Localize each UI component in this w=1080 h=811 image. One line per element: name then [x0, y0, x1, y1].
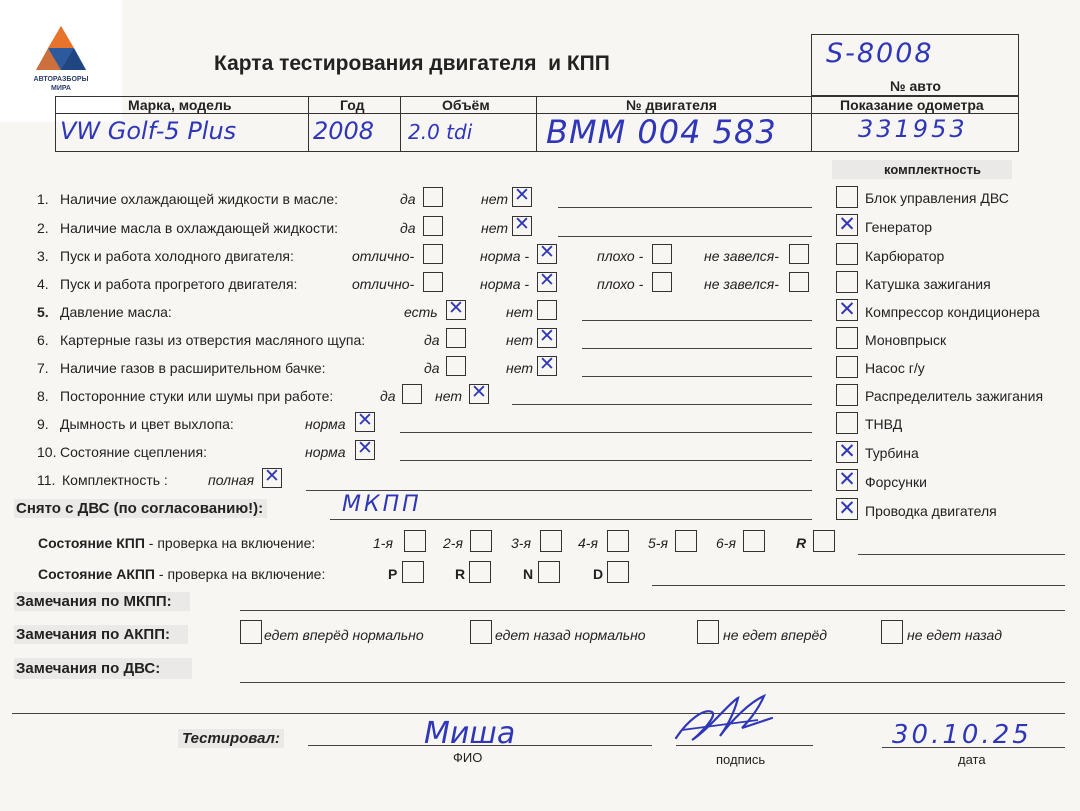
check-opt-nostart: не завелся- [704, 276, 779, 292]
check-opt-no: нет [481, 220, 508, 236]
akpp-remark-option: не едет вперёд [723, 627, 828, 643]
check-text: Давление масла: [60, 304, 172, 320]
completeness-checkbox[interactable] [836, 498, 858, 520]
completeness-checkbox[interactable] [836, 243, 858, 265]
write-line [400, 432, 812, 433]
checkbox-yes[interactable] [423, 216, 443, 236]
completeness-label: ТНВД [865, 416, 903, 432]
check-text: Комплектность : [62, 472, 168, 488]
check-num: 6. [37, 332, 49, 348]
checkbox-yes[interactable] [446, 356, 466, 376]
completeness-checkbox[interactable] [836, 299, 858, 321]
check-text: Дымность и цвет выхлопа: [60, 416, 234, 432]
check-opt-normal: норма - [480, 248, 530, 264]
completeness-label: Катушка зажигания [865, 276, 991, 292]
checkbox-nostart[interactable] [789, 272, 809, 292]
check-opt-yes: да [400, 220, 416, 236]
check-text: Состояние сцепления: [60, 444, 207, 460]
check-opt-nostart: не завелся- [704, 248, 779, 264]
check-opt-yes: да [424, 332, 440, 348]
check-opt-normal: норма [305, 416, 346, 432]
write-line [582, 376, 812, 377]
akpp-remark-option: не едет назад [907, 627, 1002, 643]
write-line [858, 554, 1065, 555]
write-line [558, 207, 812, 208]
kpp-label-rest: - проверка на включение: [144, 535, 316, 551]
akpp-label-rest: - проверка на включение: [155, 566, 326, 582]
completeness-label: Моновпрыск [865, 332, 947, 348]
check-opt-no: нет [481, 191, 508, 207]
check-opt-excellent: отлично- [352, 248, 415, 264]
akpp-mode-checkbox[interactable] [402, 561, 424, 583]
check-opt-normal: норма - [480, 276, 530, 292]
completeness-label: Компрессор кондиционера [865, 304, 1040, 320]
completeness-label: Проводка двигателя [865, 503, 997, 519]
check-opt-no: нет [506, 304, 533, 320]
check-text: Наличие масла в охлаждающей жидкости: [60, 220, 339, 236]
year-label: Год [340, 97, 365, 113]
akpp-mode-label: D [593, 566, 604, 582]
write-line [308, 745, 652, 746]
signature-mark [668, 690, 788, 750]
completeness-checkbox[interactable] [836, 214, 858, 236]
checkbox-no[interactable] [537, 300, 557, 320]
checkbox-bad[interactable] [652, 244, 672, 264]
completeness-checkbox[interactable] [836, 327, 858, 349]
write-line [240, 682, 1065, 683]
header-divider [55, 113, 1019, 114]
akpp-remark-checkbox[interactable] [881, 620, 903, 644]
check-opt-yes: да [380, 388, 396, 404]
checkbox-no[interactable] [512, 187, 532, 207]
akpp-mode-checkbox[interactable] [607, 561, 629, 583]
tested-by-label: Тестировал: [178, 729, 284, 748]
gear-checkbox[interactable] [607, 530, 629, 552]
gear-checkbox[interactable] [540, 530, 562, 552]
gear-label: 3-я [511, 535, 531, 551]
odometer-label: Показание одометра [840, 97, 984, 113]
check-num: 3. [37, 248, 49, 264]
gear-label: 4-я [578, 535, 598, 551]
akpp-mode-label: R [455, 566, 466, 582]
year-value: 2008 [313, 117, 375, 145]
completeness-label: Насос г/у [865, 360, 925, 376]
checkbox-no[interactable] [512, 216, 532, 236]
tester-name: Миша [424, 716, 516, 751]
gear-label: 6-я [716, 535, 736, 551]
write-line [582, 320, 812, 321]
write-line [330, 519, 812, 520]
checkbox-yes[interactable] [423, 187, 443, 207]
completeness-label: Турбина [865, 445, 919, 461]
write-line [676, 745, 813, 746]
check-opt-full: полная [208, 472, 255, 488]
write-line [306, 490, 812, 491]
completeness-checkbox[interactable] [836, 469, 858, 491]
checkbox-no[interactable] [537, 356, 557, 376]
col-divider [811, 96, 812, 152]
check-opt-bad: плохо - [597, 276, 644, 292]
date-label: дата [958, 752, 986, 767]
date-value: 30.10.25 [892, 720, 1032, 750]
check-text: Пуск и работа холодного двигателя: [60, 248, 294, 264]
check-num: 8. [37, 388, 49, 404]
gear-checkbox[interactable] [743, 530, 765, 552]
check-num: 2. [37, 220, 49, 236]
remarks-akpp-label: Замечания по АКПП: [14, 625, 188, 644]
checkbox-yes[interactable] [402, 384, 422, 404]
completeness-checkbox[interactable] [836, 412, 858, 434]
check-opt-excellent: отлично- [352, 276, 415, 292]
checkbox-normal[interactable] [355, 440, 375, 460]
engine-label: № двигателя [626, 97, 717, 113]
check-opt-yes: да [424, 360, 440, 376]
akpp-mode-checkbox[interactable] [538, 561, 560, 583]
check-text: Картерные газы из отверстия масляного щупа: [60, 332, 366, 348]
auto-number-value: S-8008 [826, 38, 934, 69]
check-opt-yes: да [400, 191, 416, 207]
write-line [558, 236, 812, 237]
gear-checkbox[interactable] [813, 530, 835, 552]
auto-number-label: № авто [890, 78, 941, 94]
akpp-remark-option: едет назад нормально [495, 627, 646, 643]
write-line [400, 460, 812, 461]
check-num: 9. [37, 416, 49, 432]
completeness-checkbox[interactable] [836, 384, 858, 406]
logo-text-2: МИРА [51, 85, 71, 92]
gear-label: 2-я [443, 535, 463, 551]
gear-checkbox[interactable] [675, 530, 697, 552]
gear-label: 5-я [648, 535, 668, 551]
akpp-remark-option: едет вперёд нормально [264, 627, 424, 643]
check-opt-no: нет [506, 332, 533, 348]
check-opt-bad: плохо - [597, 248, 644, 264]
logo-text-1: АВТОРАЗБОРЫ [33, 76, 89, 83]
gear-checkbox[interactable] [404, 530, 426, 552]
completeness-title: комплектность [832, 160, 1012, 179]
write-line [12, 713, 1065, 714]
checkbox-excellent[interactable] [423, 244, 443, 264]
remarks-dvs-label: Замечания по ДВС: [14, 658, 192, 679]
removed-label: Снято с ДВС (по согласованию!): [14, 499, 267, 518]
kpp-label-bold: Состояние КПП [38, 535, 145, 551]
completeness-label: Генератор [865, 219, 933, 235]
volume-label: Объём [442, 97, 490, 113]
signature-label: подпись [716, 752, 766, 767]
check-num: 5. [37, 304, 49, 320]
make-label: Марка, модель [128, 97, 232, 113]
completeness-label: Блок управления ДВС [865, 190, 1009, 206]
completeness-checkbox[interactable] [836, 356, 858, 378]
fio-label: ФИО [453, 750, 483, 765]
check-num: 4. [37, 276, 49, 292]
akpp-mode-label: P [388, 566, 398, 582]
checkbox-yes[interactable] [446, 328, 466, 348]
card-title: Карта тестирования двигателя и КПП [214, 52, 610, 75]
odometer-value: 331953 [858, 115, 968, 143]
completeness-checkbox[interactable] [836, 186, 858, 208]
akpp-remark-checkbox[interactable] [240, 620, 262, 644]
write-line [512, 404, 812, 405]
checkbox-no[interactable] [469, 384, 489, 404]
removed-value: МКПП [342, 492, 422, 517]
akpp-label [38, 566, 325, 582]
completeness-checkbox[interactable] [836, 271, 858, 293]
write-line [582, 348, 812, 349]
check-text: Посторонние стуки или шумы при работе: [60, 388, 334, 404]
checkbox-normal[interactable] [355, 412, 375, 432]
akpp-remark-checkbox[interactable] [470, 620, 492, 644]
checkbox-no[interactable] [537, 328, 557, 348]
check-num: 1. [37, 191, 49, 207]
checkbox-full[interactable] [262, 468, 282, 488]
akpp-mode-label: N [523, 566, 534, 582]
check-text: Наличие газов в расширительном бачке: [60, 360, 326, 376]
write-line [240, 610, 1065, 611]
akpp-label-bold: Состояние АКПП [38, 566, 155, 582]
check-opt-normal: норма [305, 444, 346, 460]
check-num: 11. [37, 472, 56, 488]
check-opt-yes: есть [404, 304, 438, 320]
remarks-mkpp-label: Замечания по МКПП: [14, 592, 190, 611]
engine-value: BMM 004 583 [546, 113, 777, 151]
checkbox-nostart[interactable] [789, 244, 809, 264]
col-divider [536, 96, 537, 152]
make-value: VW Golf-5 Plus [60, 117, 237, 145]
akpp-remark-checkbox[interactable] [697, 620, 719, 644]
gear-label: 1-я [373, 535, 393, 551]
kpp-label [38, 535, 315, 551]
check-text: Наличие охлаждающей жидкости в масле: [60, 191, 339, 207]
gear-label: R [796, 535, 807, 551]
completeness-checkbox[interactable] [836, 441, 858, 463]
completeness-label: Распределитель зажигания [865, 388, 1044, 404]
check-opt-no: нет [435, 388, 462, 404]
write-line [882, 747, 1065, 748]
checkbox-excellent[interactable] [423, 272, 443, 292]
checkbox-normal[interactable] [537, 244, 557, 264]
check-num: 7. [37, 360, 49, 376]
akpp-mode-checkbox[interactable] [469, 561, 491, 583]
checkbox-bad[interactable] [652, 272, 672, 292]
completeness-label: Форсунки [865, 474, 927, 490]
check-num: 10. [37, 444, 57, 460]
write-line [652, 585, 1065, 586]
col-divider [308, 96, 309, 152]
check-opt-no: нет [506, 360, 533, 376]
checkbox-normal[interactable] [537, 272, 557, 292]
gear-checkbox[interactable] [470, 530, 492, 552]
completeness-label: Карбюратор [865, 248, 945, 264]
volume-value: 2.0 tdi [408, 120, 473, 144]
check-text: Пуск и работа прогретого двигателя: [60, 276, 298, 292]
col-divider [400, 96, 401, 152]
logo-mountain-icon [26, 24, 96, 74]
checkbox-yes[interactable] [446, 300, 466, 320]
